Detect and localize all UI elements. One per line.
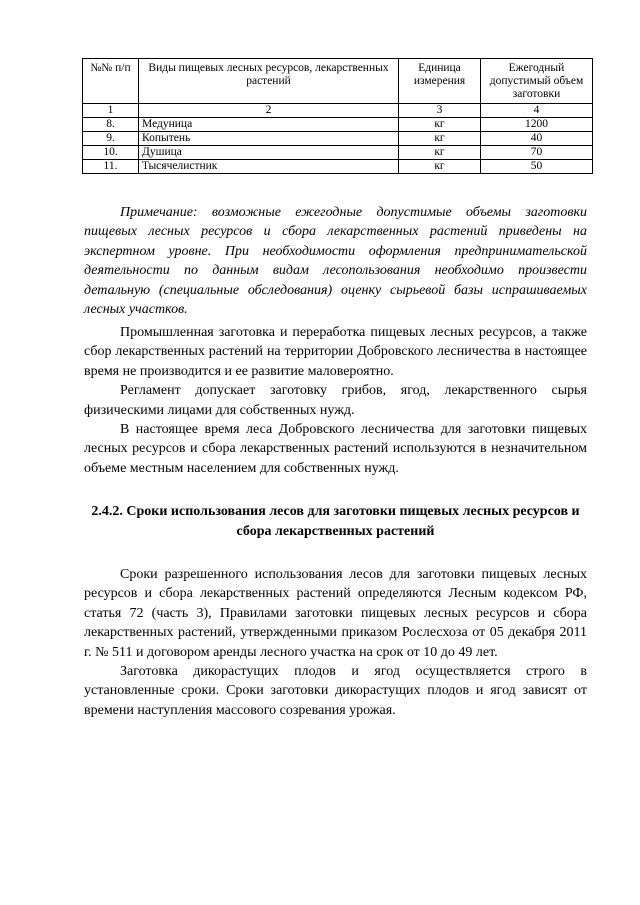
- row-number: 8.: [83, 118, 139, 132]
- table-row: [83, 160, 593, 174]
- index-cell: 1: [83, 104, 139, 118]
- row-volume: 50: [481, 160, 593, 174]
- table-index-row: [83, 104, 593, 118]
- row-resource-name: Душица: [139, 146, 399, 160]
- header-annual-volume: Ежегодный допустимый объем заготовки: [481, 59, 593, 104]
- section-heading: 2.4.2. Сроки использования лесов для заготовки пищевых лесных ресурсов и сбора лекарственных растений: [91, 504, 580, 539]
- row-volume: 1200: [481, 118, 593, 132]
- row-resource-name: Копытень: [139, 132, 399, 146]
- table-row: [83, 132, 593, 146]
- table-header-row: [83, 59, 593, 104]
- row-number: 9.: [83, 132, 139, 146]
- table-row: [83, 118, 593, 132]
- row-volume: 70: [481, 146, 593, 160]
- paragraph-regulation: Регламент допускает заготовку грибов, ягод, лекарственного сырья физическими лицами для собственных нужд.: [84, 383, 587, 418]
- note-paragraph: Примечание: возможные ежегодные допустимые объемы заготовки пищевых лесных ресурсов и сбора лекарственных растений приведены на экспертном уровне. При необходимости оформления предпринимательской деятельности по данным видам лесопользования необходимо произвести детальную (специальные обследования) оценку сырьевой базы испрашиваемых лесных участков.: [84, 205, 587, 318]
- table-note: [84, 203, 587, 319]
- row-volume: 40: [481, 132, 593, 146]
- paragraph-harvest-timing: Заготовка дикорастущих плодов и ягод осуществляется строго в установленные сроки. Сроки заготовки дикорастущих плодов и ягод зависят от времени наступления массового созревания урожая.: [84, 664, 587, 718]
- header-number: №№ п/п: [83, 59, 139, 104]
- paragraph-current-use: В настоящее время леса Добровского лесничества для заготовки пищевых лесных ресурсов и сбора лекарственных растений используются в незначительном объеме местным населением для собственных нужд.: [84, 422, 587, 476]
- paragraph-permitted-terms: Сроки разрешенного использования лесов для заготовки пищевых лесных ресурсов и сбора лекарственных растений определяются Лесным кодексом РФ, статья 72 (часть 3), Правилами заготовки пищевых лесных ресурсов и сбора лекарственных растений, утвержденными приказом Рослесхоза от 05 декабря 2011 г. № 511 и договором аренды лесного участка на срок от 10 до 49 лет.: [84, 567, 587, 660]
- table-row: [83, 146, 593, 160]
- row-unit: кг: [399, 132, 481, 146]
- row-number: 11.: [83, 160, 139, 174]
- index-cell: 4: [481, 104, 593, 118]
- section-text: [84, 565, 587, 720]
- row-unit: кг: [399, 118, 481, 132]
- row-resource-name: Медуница: [139, 118, 399, 132]
- index-cell: 2: [139, 104, 399, 118]
- row-number: 10.: [83, 146, 139, 160]
- resources-table: [82, 58, 593, 174]
- row-unit: кг: [399, 146, 481, 160]
- paragraph-industrial-harvesting: Промышленная заготовка и переработка пищевых лесных ресурсов, а также сбор лекарственных растений на территории Добровского лесничества в настоящее время не производится и ее развитие маловероятно.: [84, 325, 587, 379]
- row-unit: кг: [399, 160, 481, 174]
- index-cell: 3: [399, 104, 481, 118]
- header-unit: Единица измерения: [399, 59, 481, 104]
- row-resource-name: Тысячелистник: [139, 160, 399, 174]
- header-resource-type: Виды пищевых лесных ресурсов, лекарственных растений: [139, 59, 399, 104]
- main-text: [84, 323, 587, 478]
